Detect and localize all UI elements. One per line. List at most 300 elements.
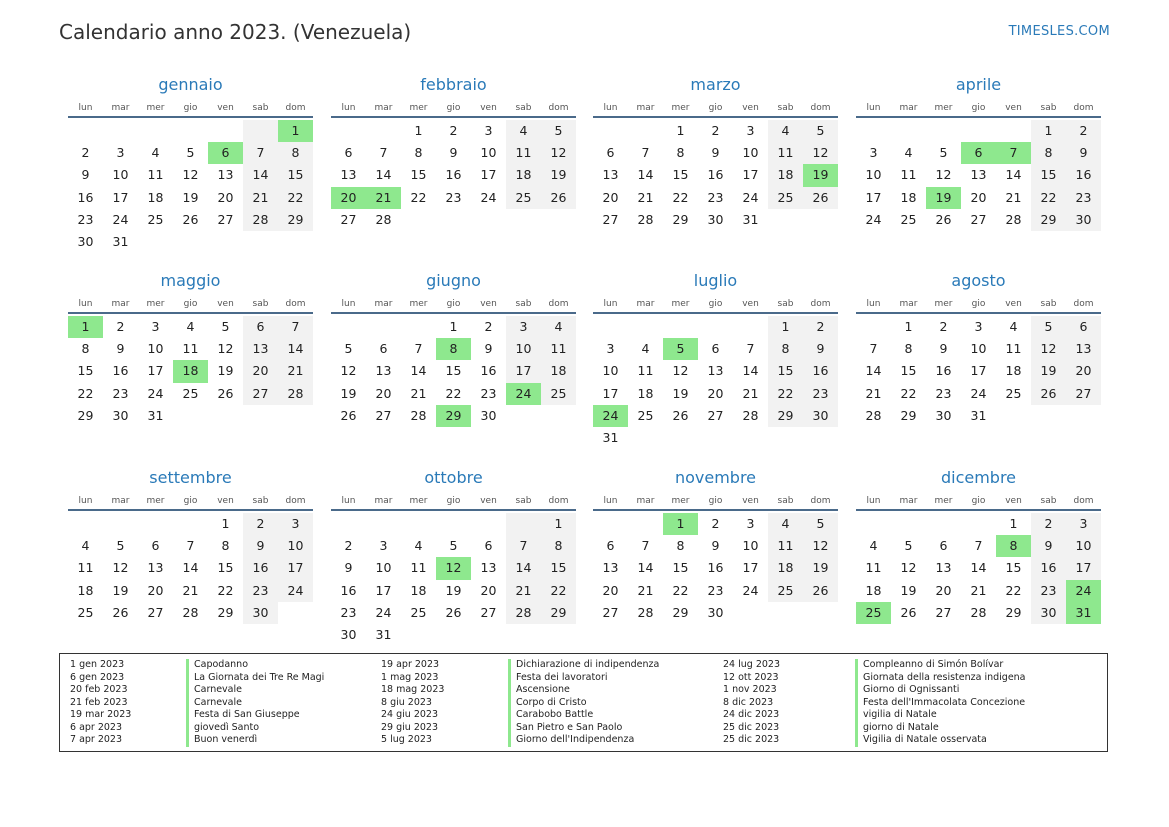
day-cell: 22 [278,187,313,209]
day-cell: 20 [707,385,724,401]
weekday-header [68,96,313,118]
day-cell: 1 [663,513,698,535]
day-cell: 14 [970,560,987,576]
day-cell: 22 [768,383,803,405]
empty-cell [68,513,103,535]
weekday-label: dom [285,496,306,506]
day-cell: 19 [340,385,357,401]
day-cell: 26 [672,407,689,423]
day-cell: 2 [803,316,838,338]
day-cell: 29 [217,604,234,620]
weekday-label: mer [146,496,165,506]
day-cell: 8 [278,142,313,164]
weekday-header [856,489,1101,511]
day-cell: 3 [484,123,493,138]
empty-cell [401,624,436,646]
day-cell: 13 [480,560,497,576]
holiday-date: 8 dic 2023 [723,696,774,708]
weekday-label: ven [742,496,759,506]
day-cell: 13 [935,560,952,576]
day-cell: 19 [926,187,961,209]
day-cell: 9 [939,341,948,357]
day-cell: 11 [77,560,94,576]
day-cell: 21 [970,582,987,598]
empty-cell [926,513,961,535]
day-cell: 14 [375,167,392,183]
day-cell: 20 [602,189,619,205]
day-cell: 24 [742,189,759,205]
empty-cell [331,316,366,338]
day-cell: 16 [243,557,278,579]
weekday-label: mer [934,299,953,309]
day-cell: 2 [243,513,278,535]
holiday-date: 25 dic 2023 [723,734,780,745]
day-cell: 6 [151,538,160,554]
day-cell: 11 [541,338,576,360]
day-cell: 3 [506,316,541,338]
day-grid [856,120,1101,231]
holiday-date: 8 giu 2023 [381,696,432,708]
day-cell: 21 [865,385,882,401]
day-cell: 7 [278,316,313,338]
day-cell: 16 [935,363,952,379]
day-cell: 1 [414,123,423,138]
day-cell: 12 [900,560,917,576]
day-cell: 1 [541,513,576,535]
day-cell: 19 [803,164,838,186]
empty-cell [768,427,803,449]
day-cell: 1 [904,319,913,334]
day-cell: 22 [1005,582,1022,598]
day-cell: 14 [410,363,427,379]
weekday-header [68,489,313,511]
weekday-label: dom [548,496,569,506]
holiday-date: 1 nov 2023 [723,684,777,695]
empty-cell [803,602,838,624]
empty-cell [628,427,663,449]
day-cell: 16 [112,363,129,379]
weekday-label: lun [78,299,93,309]
page-title: Calendario anno 2023. (Venezuela) [59,20,412,44]
day-cell: 10 [375,560,392,576]
month-name: dicembre [940,468,1017,487]
day-cell: 9 [243,535,278,557]
weekday-label: mer [146,103,165,113]
weekday-label: ven [480,496,497,506]
day-cell: 24 [742,582,759,598]
day-cell: 28 [243,209,278,231]
day-cell: 22 [900,385,917,401]
weekday-label: mar [374,496,393,506]
day-cell: 7 [186,538,195,554]
day-cell: 2 [939,319,948,334]
day-cell: 3 [606,341,615,357]
day-cell: 22 [217,582,234,598]
day-cell: 23 [445,189,462,205]
weekday-header [856,292,1101,314]
empty-cell [243,120,278,142]
day-cell: 10 [970,341,987,357]
day-cell: 9 [711,538,720,554]
day-cell: 3 [869,145,878,161]
day-cell: 4 [641,341,650,357]
day-cell: 24 [375,604,392,620]
holiday-name: giorno di Natale [855,722,939,735]
day-cell: 22 [77,385,94,401]
empty-cell [593,120,628,142]
day-cell: 27 [217,211,234,227]
empty-cell [593,316,628,338]
weekday-label: lun [603,103,618,113]
day-cell: 8 [436,338,471,360]
day-cell: 13 [707,363,724,379]
empty-cell [331,120,366,142]
day-cell: 14 [243,164,278,186]
weekday-label: sab [515,103,532,113]
weekday-label: sab [1040,299,1057,309]
day-cell: 5 [904,538,913,554]
day-cell: 30 [77,233,94,249]
weekday-label: sab [1040,496,1057,506]
day-cell: 21 [506,580,541,602]
holiday-name: San Pietro e San Paolo [508,722,622,735]
weekday-label: lun [341,299,356,309]
day-cell: 20 [147,582,164,598]
day-cell: 13 [147,560,164,576]
day-cell: 14 [1005,167,1022,183]
empty-cell [541,624,576,646]
day-cell: 25 [768,187,803,209]
weekday-label: gio [183,299,198,309]
holiday-date: 20 feb 2023 [70,684,128,695]
day-cell: 12 [803,535,838,557]
day-cell: 26 [445,604,462,620]
day-cell: 27 [970,211,987,227]
day-cell: 3 [974,319,983,334]
month-agosto [856,270,1101,427]
day-cell: 22 [541,580,576,602]
day-cell: 3 [278,513,313,535]
day-cell: 24 [506,383,541,405]
day-cell: 29 [900,407,917,423]
holiday-list [59,653,1108,752]
weekday-label: gio [708,496,723,506]
empty-cell [506,209,541,231]
empty-cell [891,120,926,142]
holiday-date: 19 mar 2023 [70,709,132,720]
weekday-label: lun [78,496,93,506]
empty-cell [856,513,891,535]
day-cell: 11 [865,560,882,576]
day-cell: 22 [672,189,689,205]
day-cell: 30 [935,407,952,423]
day-cell: 3 [1066,513,1101,535]
empty-cell [103,120,138,142]
day-cell: 12 [217,341,234,357]
day-cell: 27 [1066,383,1101,405]
day-cell: 17 [375,582,392,598]
day-cell: 30 [480,407,497,423]
weekday-label: dom [285,103,306,113]
day-cell: 30 [707,604,724,620]
day-cell: 5 [803,513,838,535]
day-cell: 28 [182,604,199,620]
day-cell: 14 [742,363,759,379]
day-cell: 6 [606,145,615,161]
day-cell: 7 [506,535,541,557]
day-cell: 19 [900,582,917,598]
day-cell: 25 [768,580,803,602]
day-grid [593,120,838,231]
empty-cell [628,120,663,142]
day-cell: 9 [711,145,720,161]
day-cell: 4 [414,538,423,554]
weekday-label: gio [708,299,723,309]
day-cell: 2 [344,538,353,554]
day-cell: 29 [77,407,94,423]
day-cell: 21 [410,385,427,401]
empty-cell [698,427,733,449]
empty-cell [733,316,768,338]
day-cell: 12 [672,363,689,379]
day-cell: 7 [641,145,650,161]
day-cell: 18 [900,189,917,205]
day-cell: 17 [742,167,759,183]
brand-link[interactable]: TIMESLES.COM [1008,24,1110,39]
month-settembre [68,467,313,624]
day-cell: 27 [340,211,357,227]
empty-cell [628,316,663,338]
month-novembre [593,467,838,624]
day-cell: 5 [344,341,353,357]
weekday-label: sab [777,103,794,113]
day-cell: 29 [672,211,689,227]
day-cell: 26 [541,187,576,209]
day-cell: 21 [742,385,759,401]
day-cell: 15 [77,363,94,379]
empty-cell [961,120,996,142]
empty-cell [996,120,1031,142]
day-cell: 5 [221,319,230,334]
day-cell: 1 [278,120,313,142]
weekday-label: mer [671,299,690,309]
holiday-date: 1 gen 2023 [70,659,125,670]
day-cell: 7 [974,538,983,554]
day-cell: 24 [865,211,882,227]
day-cell: 9 [81,167,90,183]
day-cell: 19 [112,582,129,598]
weekday-label: ven [480,299,497,309]
day-cell: 25 [506,187,541,209]
weekday-label: lun [78,103,93,113]
weekday-label: gio [971,496,986,506]
day-grid [856,513,1101,624]
holiday-name: Carabobo Battle [508,709,593,722]
empty-cell [208,231,243,253]
day-cell: 17 [480,167,497,183]
day-cell: 9 [116,341,125,357]
day-cell: 4 [151,145,160,161]
day-cell: 27 [480,604,497,620]
weekday-label: dom [548,103,569,113]
holiday-date: 24 lug 2023 [723,659,780,670]
day-cell: 8 [1031,142,1066,164]
day-cell: 12 [1031,338,1066,360]
holiday-name: Giornata della resistenza indigena [855,672,1026,685]
day-cell: 7 [869,341,878,357]
day-cell: 19 [1031,360,1066,382]
day-cell: 25 [77,604,94,620]
day-cell: 2 [711,516,720,531]
empty-cell [856,120,891,142]
weekday-label: ven [217,496,234,506]
empty-cell [366,513,401,535]
day-cell: 18 [506,164,541,186]
day-cell: 20 [1066,360,1101,382]
day-cell: 8 [414,145,423,161]
day-cell: 25 [900,211,917,227]
day-cell: 22 [1031,187,1066,209]
day-cell: 11 [900,167,917,183]
day-cell: 18 [637,385,654,401]
day-cell: 1 [768,316,803,338]
day-cell: 8 [996,535,1031,557]
day-cell: 24 [1066,580,1101,602]
day-cell: 17 [742,560,759,576]
month-name: novembre [674,468,757,487]
day-cell: 24 [147,385,164,401]
empty-cell [593,513,628,535]
weekday-label: ven [217,299,234,309]
empty-cell [243,231,278,253]
weekday-label: sab [252,299,269,309]
day-grid [68,120,313,253]
day-cell: 23 [340,604,357,620]
day-cell: 23 [1066,187,1101,209]
day-cell: 3 [379,538,388,554]
day-cell: 27 [935,604,952,620]
day-cell: 27 [147,604,164,620]
holiday-date: 24 giu 2023 [381,709,438,720]
empty-cell [891,513,926,535]
day-cell: 21 [637,189,654,205]
day-cell: 14 [182,560,199,576]
day-cell: 28 [1005,211,1022,227]
weekday-label: mar [111,496,130,506]
empty-cell [1066,405,1101,427]
day-cell: 12 [436,557,471,579]
holiday-date: 25 dic 2023 [723,721,780,733]
month-luglio [593,270,838,449]
day-cell: 15 [445,363,462,379]
day-cell: 26 [112,604,129,620]
holiday-name: giovedì Santo [186,722,259,735]
day-cell: 11 [1005,341,1022,357]
day-cell: 15 [541,557,576,579]
day-cell: 2 [1031,513,1066,535]
month-name: luglio [693,271,738,290]
day-cell: 26 [340,407,357,423]
weekday-header [593,96,838,118]
day-cell: 2 [116,319,125,334]
weekday-label: dom [1073,103,1094,113]
day-cell: 30 [1031,602,1066,624]
day-cell: 15 [278,164,313,186]
day-cell: 21 [243,187,278,209]
day-cell: 13 [340,167,357,183]
day-cell: 28 [637,604,654,620]
weekday-label: mer [146,299,165,309]
empty-cell [471,513,506,535]
day-cell: 14 [637,560,654,576]
day-cell: 6 [379,341,388,357]
day-cell: 10 [112,167,129,183]
empty-cell [173,405,208,427]
day-cell: 17 [970,363,987,379]
holiday-name: Capodanno [186,659,248,672]
weekday-label: mer [409,299,428,309]
day-cell: 29 [1031,209,1066,231]
holiday-name: vigilia di Natale [855,709,937,722]
day-cell: 25 [856,602,891,624]
day-cell: 4 [81,538,90,554]
day-cell: 11 [147,167,164,183]
day-cell: 13 [375,363,392,379]
day-cell: 30 [803,405,838,427]
weekday-header [68,292,313,314]
day-cell: 15 [1031,164,1066,186]
day-cell: 10 [602,363,619,379]
day-cell: 22 [672,582,689,598]
empty-cell [173,120,208,142]
weekday-label: mar [636,103,655,113]
holiday-date: 5 lug 2023 [381,734,432,745]
day-cell: 26 [900,604,917,620]
empty-cell [506,405,541,427]
day-grid [68,316,313,427]
day-cell: 31 [147,407,164,423]
day-cell: 20 [243,360,278,382]
day-cell: 27 [243,383,278,405]
day-cell: 22 [445,385,462,401]
month-aprile [856,74,1101,231]
day-cell: 6 [243,316,278,338]
holiday-date: 19 apr 2023 [381,659,440,670]
month-name: ottobre [424,468,483,487]
day-cell: 15 [768,360,803,382]
weekday-label: sab [777,299,794,309]
day-cell: 16 [77,189,94,205]
empty-cell [698,316,733,338]
day-cell: 21 [366,187,401,209]
day-grid [593,513,838,624]
day-cell: 6 [1066,316,1101,338]
weekday-label: ven [742,299,759,309]
day-cell: 9 [344,560,353,576]
day-cell: 4 [768,513,803,535]
day-cell: 11 [768,535,803,557]
day-cell: 6 [208,142,243,164]
day-cell: 12 [803,142,838,164]
day-cell: 18 [147,189,164,205]
holiday-name: Festa dei lavoratori [508,672,608,685]
empty-cell [331,513,366,535]
month-name: giugno [426,271,481,290]
day-cell: 9 [1031,535,1066,557]
weekday-label: ven [217,103,234,113]
day-cell: 28 [375,211,392,227]
holiday-name: Carnevale [186,684,242,697]
